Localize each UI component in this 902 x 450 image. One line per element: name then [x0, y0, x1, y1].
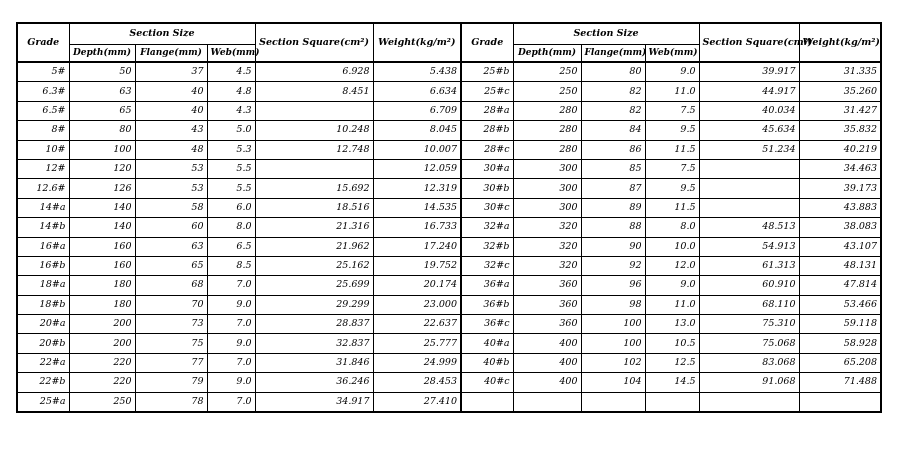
- table-row: [17, 101, 881, 120]
- cell-left-grade: 16#b: [17, 256, 69, 275]
- cell-left-weight: 20.174: [373, 276, 461, 295]
- cell-right-weight: 40.219: [799, 140, 881, 159]
- header-row-top: [17, 23, 881, 45]
- cell-right-web: 11.5: [645, 140, 699, 159]
- table-row: [17, 237, 881, 256]
- cell-left-square: 21.962: [255, 237, 373, 256]
- cell-left-flange: 43: [135, 121, 207, 140]
- cell-right-flange: 86: [581, 140, 645, 159]
- cell-right-weight: 31.427: [799, 101, 881, 120]
- cell-left-web: 9.0: [207, 295, 255, 314]
- cell-left-weight: 24.999: [373, 353, 461, 372]
- header-weight-left: Weight(kg/m²): [373, 23, 461, 62]
- cell-left-depth: 126: [69, 179, 135, 198]
- cell-right-web: 7.5: [645, 159, 699, 178]
- cell-right-weight: 35.832: [799, 121, 881, 140]
- cell-left-grade: 12.6#: [17, 179, 69, 198]
- cell-right-weight: 39.173: [799, 179, 881, 198]
- cell-right-square: 51.234: [699, 140, 799, 159]
- cell-left-depth: 120: [69, 159, 135, 178]
- cell-left-web: 4.3: [207, 101, 255, 120]
- cell-right-weight: 34.463: [799, 159, 881, 178]
- cell-right-grade: 40#a: [461, 334, 513, 353]
- header-weight-right: Weight(kg/m²): [799, 23, 881, 62]
- cell-left-weight: 5.438: [373, 62, 461, 82]
- cell-left-weight: 19.752: [373, 256, 461, 275]
- cell-right-grade: 36#c: [461, 315, 513, 334]
- cell-right-square: 40.034: [699, 101, 799, 120]
- cell-right-square: [699, 179, 799, 198]
- cell-right-depth: 360: [513, 315, 581, 334]
- cell-right-flange: 88: [581, 218, 645, 237]
- cell-left-web: 8.5: [207, 256, 255, 275]
- cell-right-depth: 280: [513, 140, 581, 159]
- cell-left-grade: 12#: [17, 159, 69, 178]
- cell-right-web: 7.5: [645, 101, 699, 120]
- cell-right-weight: [799, 392, 881, 412]
- cell-right-depth: 400: [513, 334, 581, 353]
- header-flange-right: Flange(mm): [581, 45, 645, 63]
- cell-left-flange: 77: [135, 353, 207, 372]
- header-square-right: Section Square(cm²): [699, 23, 799, 62]
- cell-left-weight: 27.410: [373, 392, 461, 412]
- cell-left-weight: 16.733: [373, 218, 461, 237]
- cell-left-square: 31.846: [255, 353, 373, 372]
- cell-right-depth: 320: [513, 218, 581, 237]
- cell-left-web: 5.0: [207, 121, 255, 140]
- cell-left-flange: 37: [135, 62, 207, 82]
- cell-left-web: 5.5: [207, 179, 255, 198]
- cell-right-flange: [581, 392, 645, 412]
- cell-left-square: 34.917: [255, 392, 373, 412]
- cell-right-flange: 89: [581, 198, 645, 217]
- cell-left-square: 36.246: [255, 373, 373, 392]
- cell-left-depth: 160: [69, 256, 135, 275]
- cell-left-square: 18.516: [255, 198, 373, 217]
- cell-left-square: 25.699: [255, 276, 373, 295]
- cell-left-square: [255, 159, 373, 178]
- cell-right-depth: 280: [513, 121, 581, 140]
- cell-left-flange: 53: [135, 179, 207, 198]
- table-row: [17, 121, 881, 140]
- header-web-right: Web(mm): [645, 45, 699, 63]
- cell-right-web: 13.0: [645, 315, 699, 334]
- cell-right-grade: 25#c: [461, 82, 513, 101]
- cell-right-square: 75.310: [699, 315, 799, 334]
- cell-left-web: 9.0: [207, 373, 255, 392]
- cell-right-weight: 65.208: [799, 353, 881, 372]
- cell-left-square: 25.162: [255, 256, 373, 275]
- cell-left-weight: 12.319: [373, 179, 461, 198]
- cell-left-web: 8.0: [207, 218, 255, 237]
- table-row: [17, 276, 881, 295]
- cell-right-square: 39.917: [699, 62, 799, 82]
- cell-right-square: 75.068: [699, 334, 799, 353]
- cell-right-web: 9.0: [645, 62, 699, 82]
- cell-right-web: 10.0: [645, 237, 699, 256]
- cell-left-web: 6.5: [207, 237, 255, 256]
- cell-left-depth: 65: [69, 101, 135, 120]
- cell-left-web: 5.3: [207, 140, 255, 159]
- table-row: [17, 295, 881, 314]
- cell-left-flange: 53: [135, 159, 207, 178]
- table-row: [17, 353, 881, 372]
- cell-right-square: 68.110: [699, 295, 799, 314]
- cell-right-depth: 250: [513, 62, 581, 82]
- cell-right-grade: 40#c: [461, 373, 513, 392]
- cell-right-weight: 71.488: [799, 373, 881, 392]
- cell-left-weight: 12.059: [373, 159, 461, 178]
- cell-right-flange: 104: [581, 373, 645, 392]
- table-row: [17, 179, 881, 198]
- cell-right-grade: 28#b: [461, 121, 513, 140]
- cell-right-grade: 28#c: [461, 140, 513, 159]
- cell-left-grade: 14#b: [17, 218, 69, 237]
- cell-left-grade: 20#a: [17, 315, 69, 334]
- cell-right-square: 83.068: [699, 353, 799, 372]
- cell-left-web: 4.8: [207, 82, 255, 101]
- cell-right-depth: 300: [513, 198, 581, 217]
- cell-right-square: 60.910: [699, 276, 799, 295]
- table-row: [17, 315, 881, 334]
- cell-right-weight: 58.928: [799, 334, 881, 353]
- cell-left-square: [255, 101, 373, 120]
- cell-left-flange: 73: [135, 315, 207, 334]
- cell-left-flange: 63: [135, 237, 207, 256]
- cell-right-flange: 100: [581, 315, 645, 334]
- cell-right-web: [645, 392, 699, 412]
- cell-right-flange: 85: [581, 159, 645, 178]
- cell-right-flange: 96: [581, 276, 645, 295]
- cell-left-flange: 68: [135, 276, 207, 295]
- cell-right-depth: 360: [513, 295, 581, 314]
- cell-right-grade: 40#b: [461, 353, 513, 372]
- cell-right-web: 14.5: [645, 373, 699, 392]
- cell-right-square: 61.313: [699, 256, 799, 275]
- cell-right-weight: 47.814: [799, 276, 881, 295]
- cell-right-square: [699, 159, 799, 178]
- cell-left-web: 6.0: [207, 198, 255, 217]
- cell-right-square: [699, 198, 799, 217]
- header-section-size-right: Section Size: [513, 23, 699, 45]
- cell-left-weight: 8.045: [373, 121, 461, 140]
- cell-left-flange: 78: [135, 392, 207, 412]
- cell-right-depth: 250: [513, 82, 581, 101]
- cell-right-grade: 30#a: [461, 159, 513, 178]
- cell-right-depth: 400: [513, 373, 581, 392]
- cell-right-flange: 82: [581, 101, 645, 120]
- header-depth-right: Depth(mm): [513, 45, 581, 63]
- cell-left-grade: 6.5#: [17, 101, 69, 120]
- cell-left-web: 7.0: [207, 276, 255, 295]
- cell-left-square: 10.248: [255, 121, 373, 140]
- cell-right-weight: 53.466: [799, 295, 881, 314]
- cell-left-square: 8.451: [255, 82, 373, 101]
- cell-right-depth: 280: [513, 101, 581, 120]
- cell-left-square: 6.928: [255, 62, 373, 82]
- cell-left-depth: 250: [69, 392, 135, 412]
- cell-right-weight: 48.131: [799, 256, 881, 275]
- cell-left-flange: 65: [135, 256, 207, 275]
- cell-right-flange: 82: [581, 82, 645, 101]
- cell-left-web: 7.0: [207, 315, 255, 334]
- cell-left-web: 7.0: [207, 392, 255, 412]
- cell-left-weight: 6.634: [373, 82, 461, 101]
- cell-left-depth: 140: [69, 198, 135, 217]
- cell-right-weight: 38.083: [799, 218, 881, 237]
- cell-left-grade: 14#a: [17, 198, 69, 217]
- cell-left-web: 7.0: [207, 353, 255, 372]
- cell-right-square: 54.913: [699, 237, 799, 256]
- cell-left-depth: 180: [69, 276, 135, 295]
- cell-right-web: 9.5: [645, 121, 699, 140]
- cell-right-depth: 300: [513, 159, 581, 178]
- cell-right-square: 91.068: [699, 373, 799, 392]
- cell-right-grade: 36#a: [461, 276, 513, 295]
- cell-left-weight: 14.535: [373, 198, 461, 217]
- cell-left-grade: 18#a: [17, 276, 69, 295]
- cell-left-grade: 25#a: [17, 392, 69, 412]
- cell-right-web: 9.0: [645, 276, 699, 295]
- cell-right-web: 12.5: [645, 353, 699, 372]
- cell-left-square: 28.837: [255, 315, 373, 334]
- cell-right-depth: 400: [513, 353, 581, 372]
- cell-left-depth: 63: [69, 82, 135, 101]
- cell-right-web: 9.5: [645, 179, 699, 198]
- header-section-size-left: Section Size: [69, 23, 255, 45]
- cell-left-weight: 10.007: [373, 140, 461, 159]
- cell-right-grade: 30#c: [461, 198, 513, 217]
- cell-left-web: 5.5: [207, 159, 255, 178]
- cell-left-square: 12.748: [255, 140, 373, 159]
- cell-right-weight: 43.883: [799, 198, 881, 217]
- cell-left-depth: 200: [69, 315, 135, 334]
- cell-left-square: 21.316: [255, 218, 373, 237]
- cell-right-grade: 36#b: [461, 295, 513, 314]
- table-row: [17, 198, 881, 217]
- cell-right-flange: 80: [581, 62, 645, 82]
- cell-right-square: [699, 392, 799, 412]
- header-grade-right: Grade: [461, 23, 513, 62]
- cell-right-flange: 92: [581, 256, 645, 275]
- cell-left-weight: 25.777: [373, 334, 461, 353]
- cell-left-weight: 28.453: [373, 373, 461, 392]
- cell-right-web: 8.0: [645, 218, 699, 237]
- table-row: [17, 82, 881, 101]
- cell-left-flange: 48: [135, 140, 207, 159]
- cell-right-square: 48.513: [699, 218, 799, 237]
- cell-left-square: 32.837: [255, 334, 373, 353]
- cell-left-grade: 6.3#: [17, 82, 69, 101]
- cell-right-square: 44.917: [699, 82, 799, 101]
- cell-right-flange: 87: [581, 179, 645, 198]
- cell-left-flange: 40: [135, 101, 207, 120]
- cell-right-grade: 25#b: [461, 62, 513, 82]
- cell-left-grade: 8#: [17, 121, 69, 140]
- cell-left-grade: 5#: [17, 62, 69, 82]
- cell-right-grade: 32#c: [461, 256, 513, 275]
- header-depth-left: Depth(mm): [69, 45, 135, 63]
- cell-left-grade: 18#b: [17, 295, 69, 314]
- cell-right-flange: 100: [581, 334, 645, 353]
- cell-right-grade: 30#b: [461, 179, 513, 198]
- table-row: [17, 334, 881, 353]
- cell-right-web: 12.0: [645, 256, 699, 275]
- cell-right-flange: 84: [581, 121, 645, 140]
- table-row: [17, 159, 881, 178]
- cell-left-grade: 22#a: [17, 353, 69, 372]
- cell-left-depth: 220: [69, 373, 135, 392]
- cell-right-depth: [513, 392, 581, 412]
- cell-left-depth: 50: [69, 62, 135, 82]
- cell-left-flange: 58: [135, 198, 207, 217]
- cell-left-depth: 180: [69, 295, 135, 314]
- cell-right-depth: 360: [513, 276, 581, 295]
- cell-right-grade: 32#a: [461, 218, 513, 237]
- cell-right-square: 45.634: [699, 121, 799, 140]
- cell-left-weight: 23.000: [373, 295, 461, 314]
- cell-left-depth: 80: [69, 121, 135, 140]
- cell-left-weight: 22.637: [373, 315, 461, 334]
- cell-right-flange: 90: [581, 237, 645, 256]
- table-body: [17, 62, 881, 412]
- cell-left-web: 4.5: [207, 62, 255, 82]
- cell-left-depth: 140: [69, 218, 135, 237]
- cell-right-weight: 35.260: [799, 82, 881, 101]
- cell-right-weight: 31.335: [799, 62, 881, 82]
- table-row: [17, 140, 881, 159]
- cell-left-flange: 79: [135, 373, 207, 392]
- cell-right-web: 11.0: [645, 82, 699, 101]
- cell-left-grade: 20#b: [17, 334, 69, 353]
- cell-left-depth: 160: [69, 237, 135, 256]
- cell-right-flange: 102: [581, 353, 645, 372]
- cell-right-web: 10.5: [645, 334, 699, 353]
- cell-right-weight: 59.118: [799, 315, 881, 334]
- cell-left-weight: 17.240: [373, 237, 461, 256]
- cell-right-web: 11.0: [645, 295, 699, 314]
- cell-right-depth: 320: [513, 256, 581, 275]
- cell-left-flange: 75: [135, 334, 207, 353]
- cell-right-depth: 300: [513, 179, 581, 198]
- cell-left-grade: 22#b: [17, 373, 69, 392]
- cell-left-square: 29.299: [255, 295, 373, 314]
- cell-right-grade: 32#b: [461, 237, 513, 256]
- cell-left-depth: 100: [69, 140, 135, 159]
- cell-left-depth: 200: [69, 334, 135, 353]
- cell-right-grade: [461, 392, 513, 412]
- table-row: [17, 218, 881, 237]
- cell-right-flange: 98: [581, 295, 645, 314]
- cell-left-web: 9.0: [207, 334, 255, 353]
- cell-left-depth: 220: [69, 353, 135, 372]
- header-square-left: Section Square(cm²): [255, 23, 373, 62]
- header-web-left: Web(mm): [207, 45, 255, 63]
- cell-left-weight: 6.709: [373, 101, 461, 120]
- cell-right-grade: 28#a: [461, 101, 513, 120]
- table-row: [17, 256, 881, 275]
- steel-section-table: [16, 22, 882, 413]
- cell-left-grade: 10#: [17, 140, 69, 159]
- cell-right-web: 11.5: [645, 198, 699, 217]
- table-row: [17, 62, 881, 82]
- table-row: [17, 373, 881, 392]
- cell-left-square: 15.692: [255, 179, 373, 198]
- table-row: [17, 392, 881, 412]
- cell-left-flange: 60: [135, 218, 207, 237]
- cell-right-weight: 43.107: [799, 237, 881, 256]
- header-flange-left: Flange(mm): [135, 45, 207, 63]
- cell-left-grade: 16#a: [17, 237, 69, 256]
- cell-left-flange: 70: [135, 295, 207, 314]
- cell-left-flange: 40: [135, 82, 207, 101]
- header-grade-left: Grade: [17, 23, 69, 62]
- cell-right-depth: 320: [513, 237, 581, 256]
